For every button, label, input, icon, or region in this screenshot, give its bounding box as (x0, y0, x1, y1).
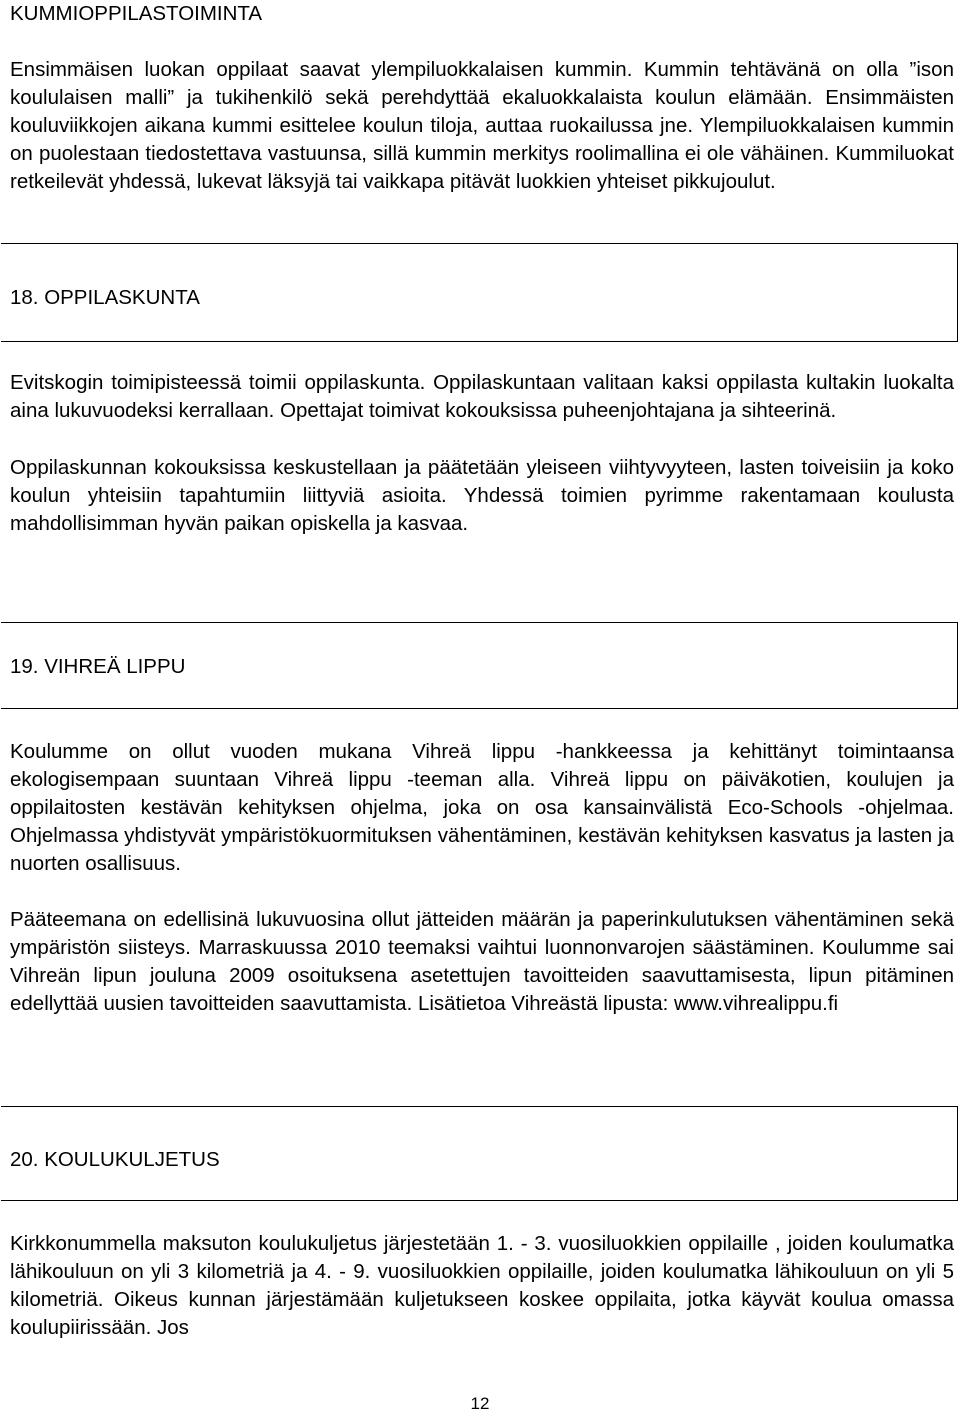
section-title-kummioppilastoiminta: KUMMIOPPILASTOIMINTA (10, 2, 263, 25)
oppilaskunta-paragraph-2: Oppilaskunnan kokouksissa keskustellaan ja päätetään yleiseen viihtyvyyteen, lasten toiveisiin ja koko koulun yhteisiin tapahtumiin liittyviä asioita. Yhdessä toimien pyrimme rakentamaan koulusta mahdollisimman hyvän paikan opiskella ja kasvaa. (10, 456, 954, 535)
oppilaskunta-paragraph-1: Evitskogin toimipisteessä toimii oppilaskunta. Oppilaskuntaan valitaan kaksi oppilasta kultakin luokalta aina lukuvuodeksi kerrallaan. Opettajat toimivat kokouksissa puheenjohtajana ja sihteerinä. (10, 371, 954, 422)
section-title-oppilaskunta: 18. OPPILASKUNTA (10, 286, 200, 309)
section-header-box-vihrea-lippu (1, 622, 958, 709)
koulukuljetus-paragraph: Kirkkonummella maksuton koulukuljetus järjestetään 1. - 3. vuosiluokkien oppilaille , joiden koulumatka lähikouluun on yli 3 kilometriä ja 4. - 9. vuosiluokkien oppilaille, joiden koulumatka lähikouluun on yli 5 kilometriä. Oikeus kunnan järjestämään kuljetukseen koskee oppilaita, jotka käyvät koulua omassa koulupiirissään. Jos (10, 1232, 954, 1339)
vihrea-lippu-paragraph-2: Pääteemana on edellisinä lukuvuosina ollut jätteiden määrän ja paperinkulutuksen vähentäminen sekä ympäristön siisteys. Marraskuussa 2010 teemaksi vaihtui luonnonvarojen säästäminen. Koulumme sai Vihreän lipun jouluna 2009 osoituksena asetettujen tavoitteiden saavuttamisesta, lipun pitäminen edellyttää uusien tavoitteiden saavuttamista. Lisätietoa Vihreästä lipusta: www.vihrealippu.fi (10, 908, 954, 1015)
section-title-vihrea-lippu: 19. VIHREÄ LIPPU (10, 655, 186, 678)
kummi-paragraph: Ensimmäisen luokan oppilaat saavat ylempiluokkalaisen kummin. Kummin tehtävänä on olla ”ison koululaisen malli” ja tukihenkilö sekä perehdyttää ekaluokkalaista koulun elämään. Ensimmäisten kouluviikkojen aikana kummi esittelee koulun tiloja, auttaa ruokailussa jne. Ylempiluokkalaisen kummin on puolestaan tiedostettava vastuunsa, sillä kummin merkitys roolimallina ei ole vähäinen. Kummiluokat retkeilevät yhdessä, lukevat läksyjä tai vaikkapa pitävät luokkien yhteiset pikkujoulut. (10, 58, 954, 193)
page-number: 12 (470, 1394, 490, 1413)
section-title-koulukuljetus: 20. KOULUKULJETUS (10, 1148, 220, 1171)
vihrea-lippu-paragraph-1: Koulumme on ollut vuoden mukana Vihreä lippu -hankkeessa ja kehittänyt toimintaansa ekologisempaan suuntaan Vihreä lippu -teeman alla. Vihreä lippu on päiväkotien, koulujen ja oppilaitosten kestävän kehityksen ohjelma, joka on osa kansainvälistä Eco-Schools -ohjelmaa. Ohjelmassa yhdistyvät ympäristökuormituksen vähentäminen, kestävän kehityksen kasvatus ja lasten ja nuorten osallisuus. (10, 740, 954, 875)
section-header-box-koulukuljetus (1, 1106, 958, 1201)
section-header-box-oppilaskunta (1, 243, 958, 342)
